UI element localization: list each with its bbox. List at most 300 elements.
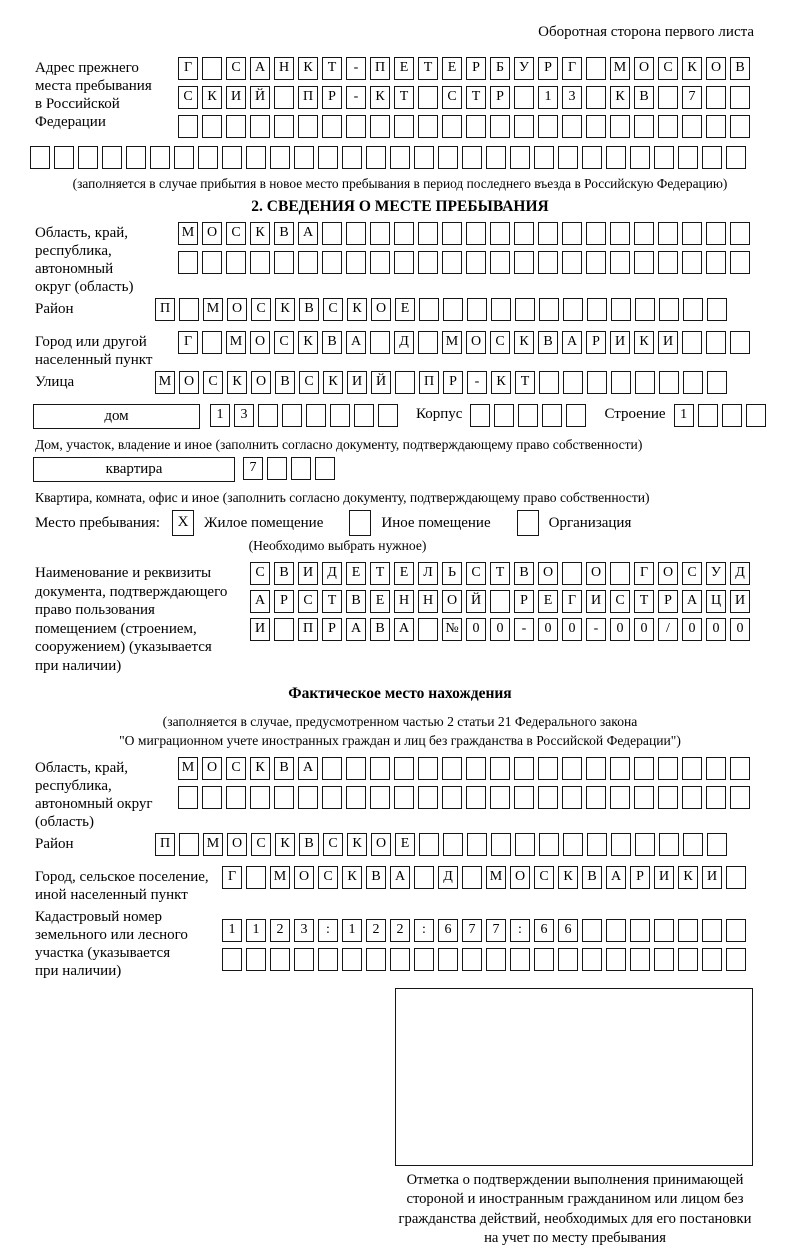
char-box[interactable] <box>322 251 342 274</box>
char-box[interactable] <box>586 251 606 274</box>
char-box[interactable] <box>730 331 750 354</box>
char-box[interactable] <box>346 786 366 809</box>
char-box[interactable] <box>294 146 314 169</box>
char-box[interactable] <box>582 146 602 169</box>
char-box[interactable]: И <box>730 590 750 613</box>
char-box[interactable]: Й <box>250 86 270 109</box>
char-box[interactable] <box>702 919 722 942</box>
char-box[interactable] <box>587 298 607 321</box>
char-box[interactable]: О <box>510 866 530 889</box>
char-box[interactable]: 7 <box>682 86 702 109</box>
char-box[interactable]: К <box>514 331 534 354</box>
char-box[interactable]: Е <box>395 833 415 856</box>
char-box[interactable]: О <box>442 590 462 613</box>
char-box[interactable] <box>515 833 535 856</box>
char-box[interactable]: 6 <box>438 919 458 942</box>
char-box[interactable] <box>706 251 726 274</box>
char-box[interactable] <box>267 457 287 480</box>
char-box[interactable]: Н <box>274 57 294 80</box>
char-box[interactable] <box>370 757 390 780</box>
char-box[interactable]: С <box>250 562 270 585</box>
char-box[interactable] <box>510 948 530 971</box>
char-box[interactable]: В <box>299 298 319 321</box>
char-box[interactable] <box>539 371 559 394</box>
char-box[interactable] <box>322 222 342 245</box>
char-box[interactable] <box>587 833 607 856</box>
char-box[interactable] <box>486 948 506 971</box>
char-box[interactable] <box>542 404 562 427</box>
char-box[interactable] <box>730 786 750 809</box>
char-box[interactable]: К <box>347 298 367 321</box>
char-box[interactable] <box>658 222 678 245</box>
char-box[interactable] <box>634 115 654 138</box>
char-box[interactable] <box>538 222 558 245</box>
char-box[interactable]: О <box>658 562 678 585</box>
char-box[interactable]: Е <box>346 562 366 585</box>
char-box[interactable]: И <box>658 331 678 354</box>
char-box[interactable] <box>370 786 390 809</box>
char-box[interactable]: Й <box>371 371 391 394</box>
char-box[interactable]: 3 <box>294 919 314 942</box>
char-box[interactable]: А <box>298 222 318 245</box>
char-box[interactable] <box>635 833 655 856</box>
char-box[interactable] <box>419 833 439 856</box>
char-box[interactable]: В <box>370 618 390 641</box>
char-box[interactable] <box>659 833 679 856</box>
char-box[interactable]: С <box>323 833 343 856</box>
char-box[interactable] <box>318 146 338 169</box>
char-box[interactable]: К <box>558 866 578 889</box>
char-box[interactable] <box>246 948 266 971</box>
char-box[interactable] <box>418 331 438 354</box>
char-box[interactable] <box>318 948 338 971</box>
char-box[interactable]: К <box>610 86 630 109</box>
char-box[interactable] <box>470 404 490 427</box>
char-box[interactable] <box>490 590 510 613</box>
char-box[interactable]: Т <box>394 86 414 109</box>
char-box[interactable]: И <box>347 371 367 394</box>
char-box[interactable]: Т <box>370 562 390 585</box>
char-box[interactable]: Р <box>274 590 294 613</box>
char-box[interactable]: В <box>274 757 294 780</box>
char-box[interactable]: К <box>227 371 247 394</box>
char-box[interactable]: 7 <box>462 919 482 942</box>
char-box[interactable] <box>442 757 462 780</box>
char-box[interactable] <box>370 251 390 274</box>
char-box[interactable] <box>634 222 654 245</box>
char-box[interactable] <box>538 757 558 780</box>
char-box[interactable]: 3 <box>562 86 582 109</box>
char-box[interactable] <box>562 251 582 274</box>
char-box[interactable] <box>563 371 583 394</box>
char-box[interactable] <box>683 833 703 856</box>
char-box[interactable] <box>726 919 746 942</box>
char-box[interactable]: 0 <box>466 618 486 641</box>
char-box[interactable]: В <box>582 866 602 889</box>
char-box[interactable] <box>558 948 578 971</box>
char-box[interactable] <box>346 757 366 780</box>
char-box[interactable]: А <box>390 866 410 889</box>
char-box[interactable] <box>490 251 510 274</box>
char-box[interactable] <box>514 757 534 780</box>
char-box[interactable]: С <box>298 590 318 613</box>
char-box[interactable]: - <box>346 86 366 109</box>
char-box[interactable] <box>683 371 703 394</box>
char-box[interactable]: М <box>270 866 290 889</box>
char-box[interactable] <box>395 371 415 394</box>
char-box[interactable]: С <box>226 222 246 245</box>
char-box[interactable] <box>707 833 727 856</box>
char-box[interactable]: С <box>610 590 630 613</box>
char-box[interactable] <box>274 618 294 641</box>
char-box[interactable] <box>466 251 486 274</box>
char-box[interactable]: О <box>706 57 726 80</box>
char-box[interactable]: О <box>466 331 486 354</box>
char-box[interactable] <box>178 115 198 138</box>
char-box[interactable] <box>322 786 342 809</box>
char-box[interactable] <box>378 404 398 427</box>
char-box[interactable] <box>390 146 410 169</box>
char-box[interactable] <box>354 404 374 427</box>
char-box[interactable] <box>298 251 318 274</box>
char-box[interactable] <box>562 757 582 780</box>
char-box[interactable]: 0 <box>490 618 510 641</box>
char-box[interactable] <box>466 757 486 780</box>
char-box[interactable] <box>370 222 390 245</box>
char-box[interactable] <box>539 298 559 321</box>
char-box[interactable]: Т <box>490 562 510 585</box>
char-box[interactable]: 1 <box>538 86 558 109</box>
char-box[interactable]: В <box>346 590 366 613</box>
char-box[interactable]: К <box>250 222 270 245</box>
char-box[interactable]: В <box>634 86 654 109</box>
char-box[interactable] <box>202 786 222 809</box>
char-box[interactable] <box>726 866 746 889</box>
char-box[interactable]: Г <box>562 57 582 80</box>
char-box[interactable]: С <box>251 298 271 321</box>
char-box[interactable]: К <box>491 371 511 394</box>
char-box[interactable]: В <box>366 866 386 889</box>
char-box[interactable]: Д <box>394 331 414 354</box>
char-box[interactable] <box>682 331 702 354</box>
char-box[interactable] <box>322 757 342 780</box>
char-box[interactable]: Г <box>222 866 242 889</box>
char-box[interactable]: С <box>442 86 462 109</box>
char-box[interactable]: П <box>298 86 318 109</box>
char-box[interactable]: : <box>318 919 338 942</box>
char-box[interactable]: Д <box>322 562 342 585</box>
char-box[interactable] <box>678 146 698 169</box>
char-box[interactable] <box>610 115 630 138</box>
char-box[interactable]: М <box>486 866 506 889</box>
char-box[interactable] <box>490 115 510 138</box>
char-box[interactable] <box>274 115 294 138</box>
char-box[interactable]: / <box>658 618 678 641</box>
char-box[interactable] <box>562 115 582 138</box>
char-box[interactable]: - <box>586 618 606 641</box>
char-box[interactable]: Е <box>395 298 415 321</box>
char-box[interactable]: 6 <box>534 919 554 942</box>
char-box[interactable]: № <box>442 618 462 641</box>
char-box[interactable] <box>274 251 294 274</box>
char-box[interactable]: У <box>514 57 534 80</box>
char-box[interactable] <box>394 251 414 274</box>
char-box[interactable] <box>346 222 366 245</box>
char-box[interactable] <box>414 948 434 971</box>
char-box[interactable] <box>562 222 582 245</box>
char-box[interactable] <box>418 786 438 809</box>
char-box[interactable] <box>78 146 98 169</box>
char-box[interactable]: У <box>706 562 726 585</box>
char-box[interactable]: Ь <box>442 562 462 585</box>
char-box[interactable] <box>466 786 486 809</box>
char-box[interactable] <box>466 115 486 138</box>
char-box[interactable] <box>659 298 679 321</box>
char-box[interactable] <box>370 115 390 138</box>
char-box[interactable] <box>658 786 678 809</box>
char-box[interactable]: М <box>442 331 462 354</box>
char-box[interactable]: М <box>226 331 246 354</box>
checkbox-organization[interactable] <box>517 510 539 536</box>
char-box[interactable] <box>442 251 462 274</box>
char-box[interactable] <box>126 146 146 169</box>
char-box[interactable]: 1 <box>210 404 230 427</box>
char-box[interactable] <box>394 222 414 245</box>
char-box[interactable]: С <box>251 833 271 856</box>
char-box[interactable]: Б <box>490 57 510 80</box>
char-box[interactable]: 2 <box>270 919 290 942</box>
char-box[interactable]: О <box>371 298 391 321</box>
char-box[interactable] <box>586 222 606 245</box>
char-box[interactable]: К <box>298 331 318 354</box>
char-box[interactable]: Р <box>514 590 534 613</box>
char-box[interactable] <box>698 404 718 427</box>
char-box[interactable]: А <box>250 57 270 80</box>
char-box[interactable] <box>226 251 246 274</box>
char-box[interactable] <box>654 146 674 169</box>
char-box[interactable] <box>443 298 463 321</box>
char-box[interactable]: И <box>610 331 630 354</box>
checkbox-residential[interactable]: X <box>172 510 194 536</box>
char-box[interactable] <box>730 115 750 138</box>
char-box[interactable] <box>418 757 438 780</box>
char-box[interactable]: П <box>419 371 439 394</box>
char-box[interactable]: Р <box>443 371 463 394</box>
char-box[interactable] <box>514 222 534 245</box>
char-box[interactable]: Д <box>438 866 458 889</box>
char-box[interactable]: К <box>682 57 702 80</box>
char-box[interactable] <box>179 298 199 321</box>
char-box[interactable] <box>635 371 655 394</box>
char-box[interactable]: Д <box>730 562 750 585</box>
char-box[interactable]: Р <box>586 331 606 354</box>
char-box[interactable] <box>630 919 650 942</box>
char-box[interactable]: С <box>226 757 246 780</box>
char-box[interactable]: Р <box>538 57 558 80</box>
char-box[interactable]: Р <box>466 57 486 80</box>
char-box[interactable] <box>202 57 222 80</box>
char-box[interactable] <box>562 562 582 585</box>
char-box[interactable] <box>610 251 630 274</box>
char-box[interactable] <box>659 371 679 394</box>
char-box[interactable]: Г <box>634 562 654 585</box>
char-box[interactable] <box>730 251 750 274</box>
char-box[interactable]: 1 <box>674 404 694 427</box>
char-box[interactable]: - <box>514 618 534 641</box>
char-box[interactable] <box>390 948 410 971</box>
char-box[interactable]: 7 <box>486 919 506 942</box>
char-box[interactable] <box>490 222 510 245</box>
char-box[interactable]: О <box>202 222 222 245</box>
char-box[interactable] <box>274 786 294 809</box>
char-box[interactable]: Г <box>562 590 582 613</box>
char-box[interactable] <box>606 146 626 169</box>
char-box[interactable]: Р <box>658 590 678 613</box>
char-box[interactable]: С <box>226 57 246 80</box>
char-box[interactable] <box>226 786 246 809</box>
char-box[interactable] <box>414 866 434 889</box>
char-box[interactable]: С <box>178 86 198 109</box>
char-box[interactable]: В <box>514 562 534 585</box>
char-box[interactable]: А <box>562 331 582 354</box>
char-box[interactable] <box>486 146 506 169</box>
char-box[interactable]: В <box>275 371 295 394</box>
char-box[interactable] <box>586 86 606 109</box>
char-box[interactable] <box>462 866 482 889</box>
char-box[interactable] <box>178 251 198 274</box>
char-box[interactable] <box>726 146 746 169</box>
char-box[interactable] <box>346 115 366 138</box>
char-box[interactable]: : <box>414 919 434 942</box>
char-box[interactable] <box>246 866 266 889</box>
char-box[interactable]: А <box>346 618 366 641</box>
char-box[interactable] <box>419 298 439 321</box>
char-box[interactable] <box>730 86 750 109</box>
char-box[interactable] <box>246 146 266 169</box>
char-box[interactable]: Т <box>466 86 486 109</box>
char-box[interactable]: К <box>370 86 390 109</box>
char-box[interactable] <box>634 757 654 780</box>
char-box[interactable] <box>706 786 726 809</box>
char-box[interactable]: Й <box>466 590 486 613</box>
char-box[interactable] <box>306 404 326 427</box>
char-box[interactable]: П <box>298 618 318 641</box>
char-box[interactable] <box>586 57 606 80</box>
char-box[interactable] <box>682 222 702 245</box>
char-box[interactable] <box>707 371 727 394</box>
char-box[interactable] <box>294 948 314 971</box>
char-box[interactable] <box>582 948 602 971</box>
char-box[interactable]: К <box>678 866 698 889</box>
char-box[interactable] <box>722 404 742 427</box>
char-box[interactable] <box>563 298 583 321</box>
char-box[interactable]: Р <box>322 618 342 641</box>
char-box[interactable]: Е <box>394 562 414 585</box>
char-box[interactable]: Е <box>394 57 414 80</box>
char-box[interactable]: А <box>394 618 414 641</box>
char-box[interactable] <box>30 146 50 169</box>
char-box[interactable] <box>706 86 726 109</box>
char-box[interactable]: С <box>534 866 554 889</box>
char-box[interactable] <box>658 115 678 138</box>
char-box[interactable]: Т <box>322 57 342 80</box>
char-box[interactable]: С <box>299 371 319 394</box>
char-box[interactable] <box>538 115 558 138</box>
char-box[interactable] <box>491 833 511 856</box>
char-box[interactable]: 7 <box>243 457 263 480</box>
char-box[interactable] <box>702 146 722 169</box>
char-box[interactable]: С <box>203 371 223 394</box>
char-box[interactable]: - <box>467 371 487 394</box>
char-box[interactable] <box>366 948 386 971</box>
char-box[interactable] <box>538 786 558 809</box>
char-box[interactable] <box>490 786 510 809</box>
house-type-box[interactable]: дом <box>33 404 200 429</box>
char-box[interactable] <box>462 948 482 971</box>
char-box[interactable]: К <box>323 371 343 394</box>
char-box[interactable]: 2 <box>390 919 410 942</box>
char-box[interactable] <box>514 115 534 138</box>
char-box[interactable]: К <box>298 57 318 80</box>
char-box[interactable] <box>683 298 703 321</box>
char-box[interactable] <box>678 948 698 971</box>
char-box[interactable]: И <box>654 866 674 889</box>
char-box[interactable] <box>274 86 294 109</box>
char-box[interactable]: С <box>658 57 678 80</box>
char-box[interactable] <box>518 404 538 427</box>
char-box[interactable] <box>366 146 386 169</box>
char-box[interactable] <box>678 919 698 942</box>
char-box[interactable] <box>706 757 726 780</box>
char-box[interactable] <box>706 222 726 245</box>
char-box[interactable] <box>202 251 222 274</box>
char-box[interactable] <box>322 115 342 138</box>
char-box[interactable] <box>611 298 631 321</box>
char-box[interactable] <box>178 786 198 809</box>
char-box[interactable]: К <box>634 331 654 354</box>
char-box[interactable] <box>54 146 74 169</box>
char-box[interactable] <box>682 251 702 274</box>
char-box[interactable]: И <box>586 590 606 613</box>
char-box[interactable] <box>658 86 678 109</box>
char-box[interactable] <box>702 948 722 971</box>
char-box[interactable] <box>342 948 362 971</box>
char-box[interactable] <box>610 222 630 245</box>
char-box[interactable]: С <box>318 866 338 889</box>
char-box[interactable] <box>682 786 702 809</box>
char-box[interactable]: 0 <box>730 618 750 641</box>
char-box[interactable]: : <box>510 919 530 942</box>
char-box[interactable] <box>562 786 582 809</box>
char-box[interactable] <box>442 222 462 245</box>
char-box[interactable] <box>394 757 414 780</box>
char-box[interactable]: И <box>298 562 318 585</box>
char-box[interactable] <box>682 757 702 780</box>
char-box[interactable]: Л <box>418 562 438 585</box>
char-box[interactable]: С <box>323 298 343 321</box>
char-box[interactable]: О <box>202 757 222 780</box>
char-box[interactable] <box>418 618 438 641</box>
char-box[interactable]: 1 <box>246 919 266 942</box>
char-box[interactable] <box>514 251 534 274</box>
char-box[interactable] <box>202 331 222 354</box>
char-box[interactable] <box>586 786 606 809</box>
char-box[interactable]: М <box>178 222 198 245</box>
char-box[interactable] <box>467 833 487 856</box>
char-box[interactable]: П <box>155 833 175 856</box>
char-box[interactable]: 3 <box>234 404 254 427</box>
char-box[interactable]: О <box>179 371 199 394</box>
